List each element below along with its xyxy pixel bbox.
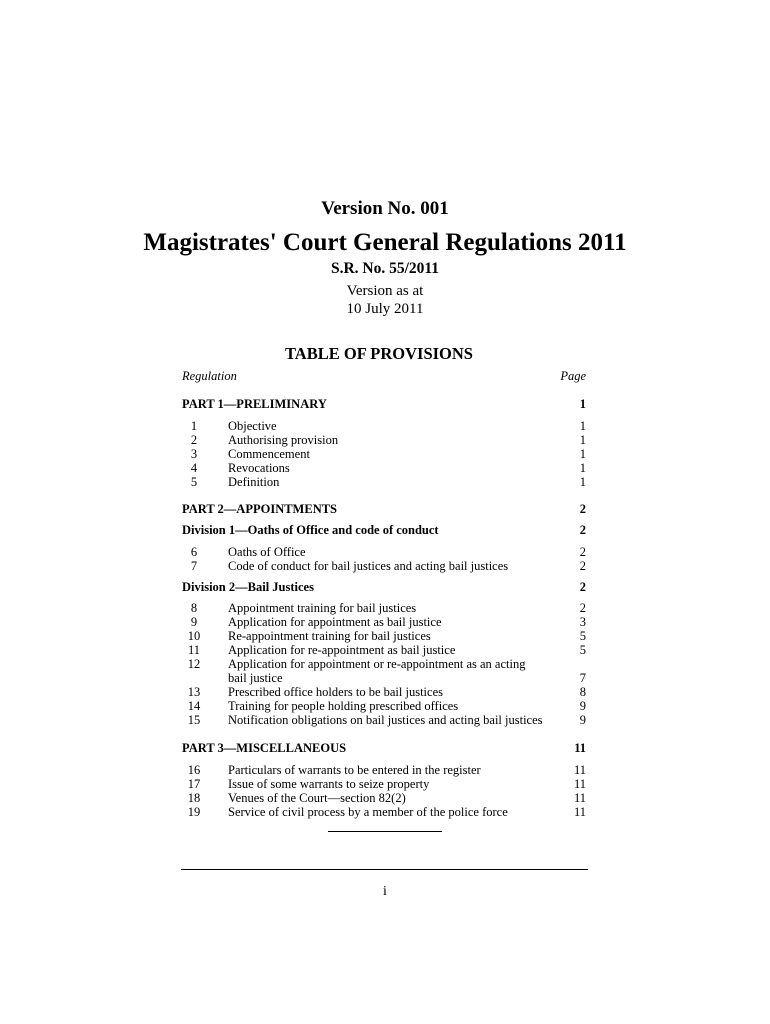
- footer-rule: [181, 869, 588, 870]
- regulation-number: 10: [187, 629, 201, 643]
- page-ref: 2: [579, 580, 586, 594]
- regulation-number: 17: [187, 777, 201, 791]
- regulation-number: 9: [190, 615, 198, 629]
- toc-row: [182, 805, 588, 819]
- page-ref: 2: [579, 523, 586, 537]
- provision-title: bail justice: [228, 671, 283, 685]
- provision-title: Issue of some warrants to seize property: [228, 777, 430, 791]
- toc-row: [182, 713, 588, 727]
- end-of-contents-rule: [328, 831, 442, 832]
- regulation-number: 14: [187, 699, 201, 713]
- page-ref: 9: [579, 699, 586, 713]
- regulation-number: 16: [187, 763, 201, 777]
- regulation-number: 8: [190, 601, 198, 615]
- page-ref: 9: [579, 713, 586, 727]
- provision-title: Code of conduct for bail justices and acting bail justices: [228, 559, 509, 573]
- version-number: Version No. 001: [321, 198, 449, 219]
- toc-row: [182, 777, 588, 791]
- toc-division-row: [182, 523, 588, 537]
- toc-row: [182, 447, 588, 461]
- page-ref: 1: [579, 447, 586, 461]
- page-ref: 1: [579, 461, 586, 475]
- page-ref: 5: [579, 643, 586, 657]
- provision-title: Notification obligations on bail justices and acting bail justices: [228, 713, 543, 727]
- provision-title: Division 1—Oaths of Office and code of conduct: [182, 523, 439, 537]
- regulation-number: 1: [190, 419, 198, 433]
- regulation-number: 4: [190, 461, 198, 475]
- provision-title: Authorising provision: [228, 433, 339, 447]
- provision-title: Application for re-appointment as bail justice: [228, 643, 456, 657]
- toc-row: [182, 475, 588, 489]
- regulation-number: 19: [187, 805, 201, 819]
- provision-title: Appointment training for bail justices: [228, 601, 417, 615]
- toc-part-row: [182, 397, 588, 411]
- page-ref: 2: [579, 559, 586, 573]
- provision-title: Venues of the Court—section 82(2): [228, 791, 406, 805]
- page-ref: 8: [579, 685, 586, 699]
- provision-title: Application for appointment as bail justice: [228, 615, 442, 629]
- provision-title: Division 2—Bail Justices: [182, 580, 314, 594]
- provision-title: PART 1—PRELIMINARY: [182, 397, 327, 411]
- version-as-at-label: Version as at: [346, 283, 424, 299]
- page-number: i: [383, 884, 387, 899]
- page-ref: 1: [579, 433, 586, 447]
- toc-row: [182, 643, 588, 657]
- toc-row: [182, 671, 588, 685]
- provision-title: Revocations: [228, 461, 290, 475]
- regulation-column-header: Regulation: [182, 369, 237, 383]
- provision-title: Prescribed office holders to be bail justices: [228, 685, 443, 699]
- page-ref: 2: [579, 545, 586, 559]
- regulation-number: 11: [187, 643, 201, 657]
- toc-row: [182, 629, 588, 643]
- provision-title: Objective: [228, 419, 277, 433]
- document-title: Magistrates' Court General Regulations 2011: [143, 229, 627, 256]
- provision-title: Oaths of Office: [228, 545, 306, 559]
- toc-division-row: [182, 580, 588, 594]
- toc-row: [182, 559, 588, 573]
- toc-column-headers: [182, 369, 588, 384]
- toc-heading: TABLE OF PROVISIONS: [285, 344, 473, 363]
- page-column-header: Page: [560, 369, 586, 383]
- provision-title: Training for people holding prescribed offices: [228, 699, 459, 713]
- toc-row: [182, 699, 588, 713]
- page-ref: 1: [579, 397, 586, 411]
- regulation-number: 13: [187, 685, 201, 699]
- provision-title: Particulars of warrants to be entered in the register: [228, 763, 481, 777]
- page-ref: 11: [573, 763, 586, 777]
- provision-title: PART 2—APPOINTMENTS: [182, 502, 338, 516]
- page-ref: 2: [579, 601, 586, 615]
- toc-row: [182, 791, 588, 805]
- toc-row: [182, 685, 588, 699]
- page-ref: 11: [573, 805, 586, 819]
- regulation-number: 18: [187, 791, 201, 805]
- page-ref: 2: [579, 502, 586, 516]
- page-ref: 7: [579, 671, 586, 685]
- provision-title: Re-appointment training for bail justices: [228, 629, 431, 643]
- toc-part-row: [182, 741, 588, 755]
- toc-part-row: [182, 502, 588, 516]
- regulation-number: 2: [190, 433, 198, 447]
- page-ref: 11: [573, 777, 586, 791]
- provision-title: PART 3—MISCELLANEOUS: [182, 741, 347, 755]
- toc-row: [182, 763, 588, 777]
- regulation-number: 15: [187, 713, 201, 727]
- statutory-rule-number: S.R. No. 55/2011: [330, 260, 440, 277]
- toc-row: [182, 433, 588, 447]
- page-ref: 1: [579, 419, 586, 433]
- regulation-number: 6: [190, 545, 198, 559]
- page-ref: 3: [579, 615, 586, 629]
- regulation-number: 7: [190, 559, 198, 573]
- toc-row: [182, 545, 588, 559]
- provision-title: Commencement: [228, 447, 310, 461]
- page-ref: 5: [579, 629, 586, 643]
- regulation-number: 12: [187, 657, 201, 671]
- toc-row: [182, 419, 588, 433]
- page-ref: 1: [579, 475, 586, 489]
- provision-title: Definition: [228, 475, 280, 489]
- version-date: [0, 282, 770, 318]
- version-as-at-date: 10 July 2011: [346, 301, 424, 317]
- page-ref: 11: [574, 741, 586, 755]
- toc-row: [182, 657, 588, 671]
- toc-row: [182, 601, 588, 615]
- toc-row: [182, 461, 588, 475]
- provision-title: Service of civil process by a member of the police force: [228, 805, 508, 819]
- toc-row: [182, 615, 588, 629]
- provision-title: Application for appointment or re-appointment as an acting: [228, 657, 526, 671]
- page-ref: 11: [573, 791, 586, 805]
- regulation-number: 3: [190, 447, 198, 461]
- regulation-number: 5: [190, 475, 198, 489]
